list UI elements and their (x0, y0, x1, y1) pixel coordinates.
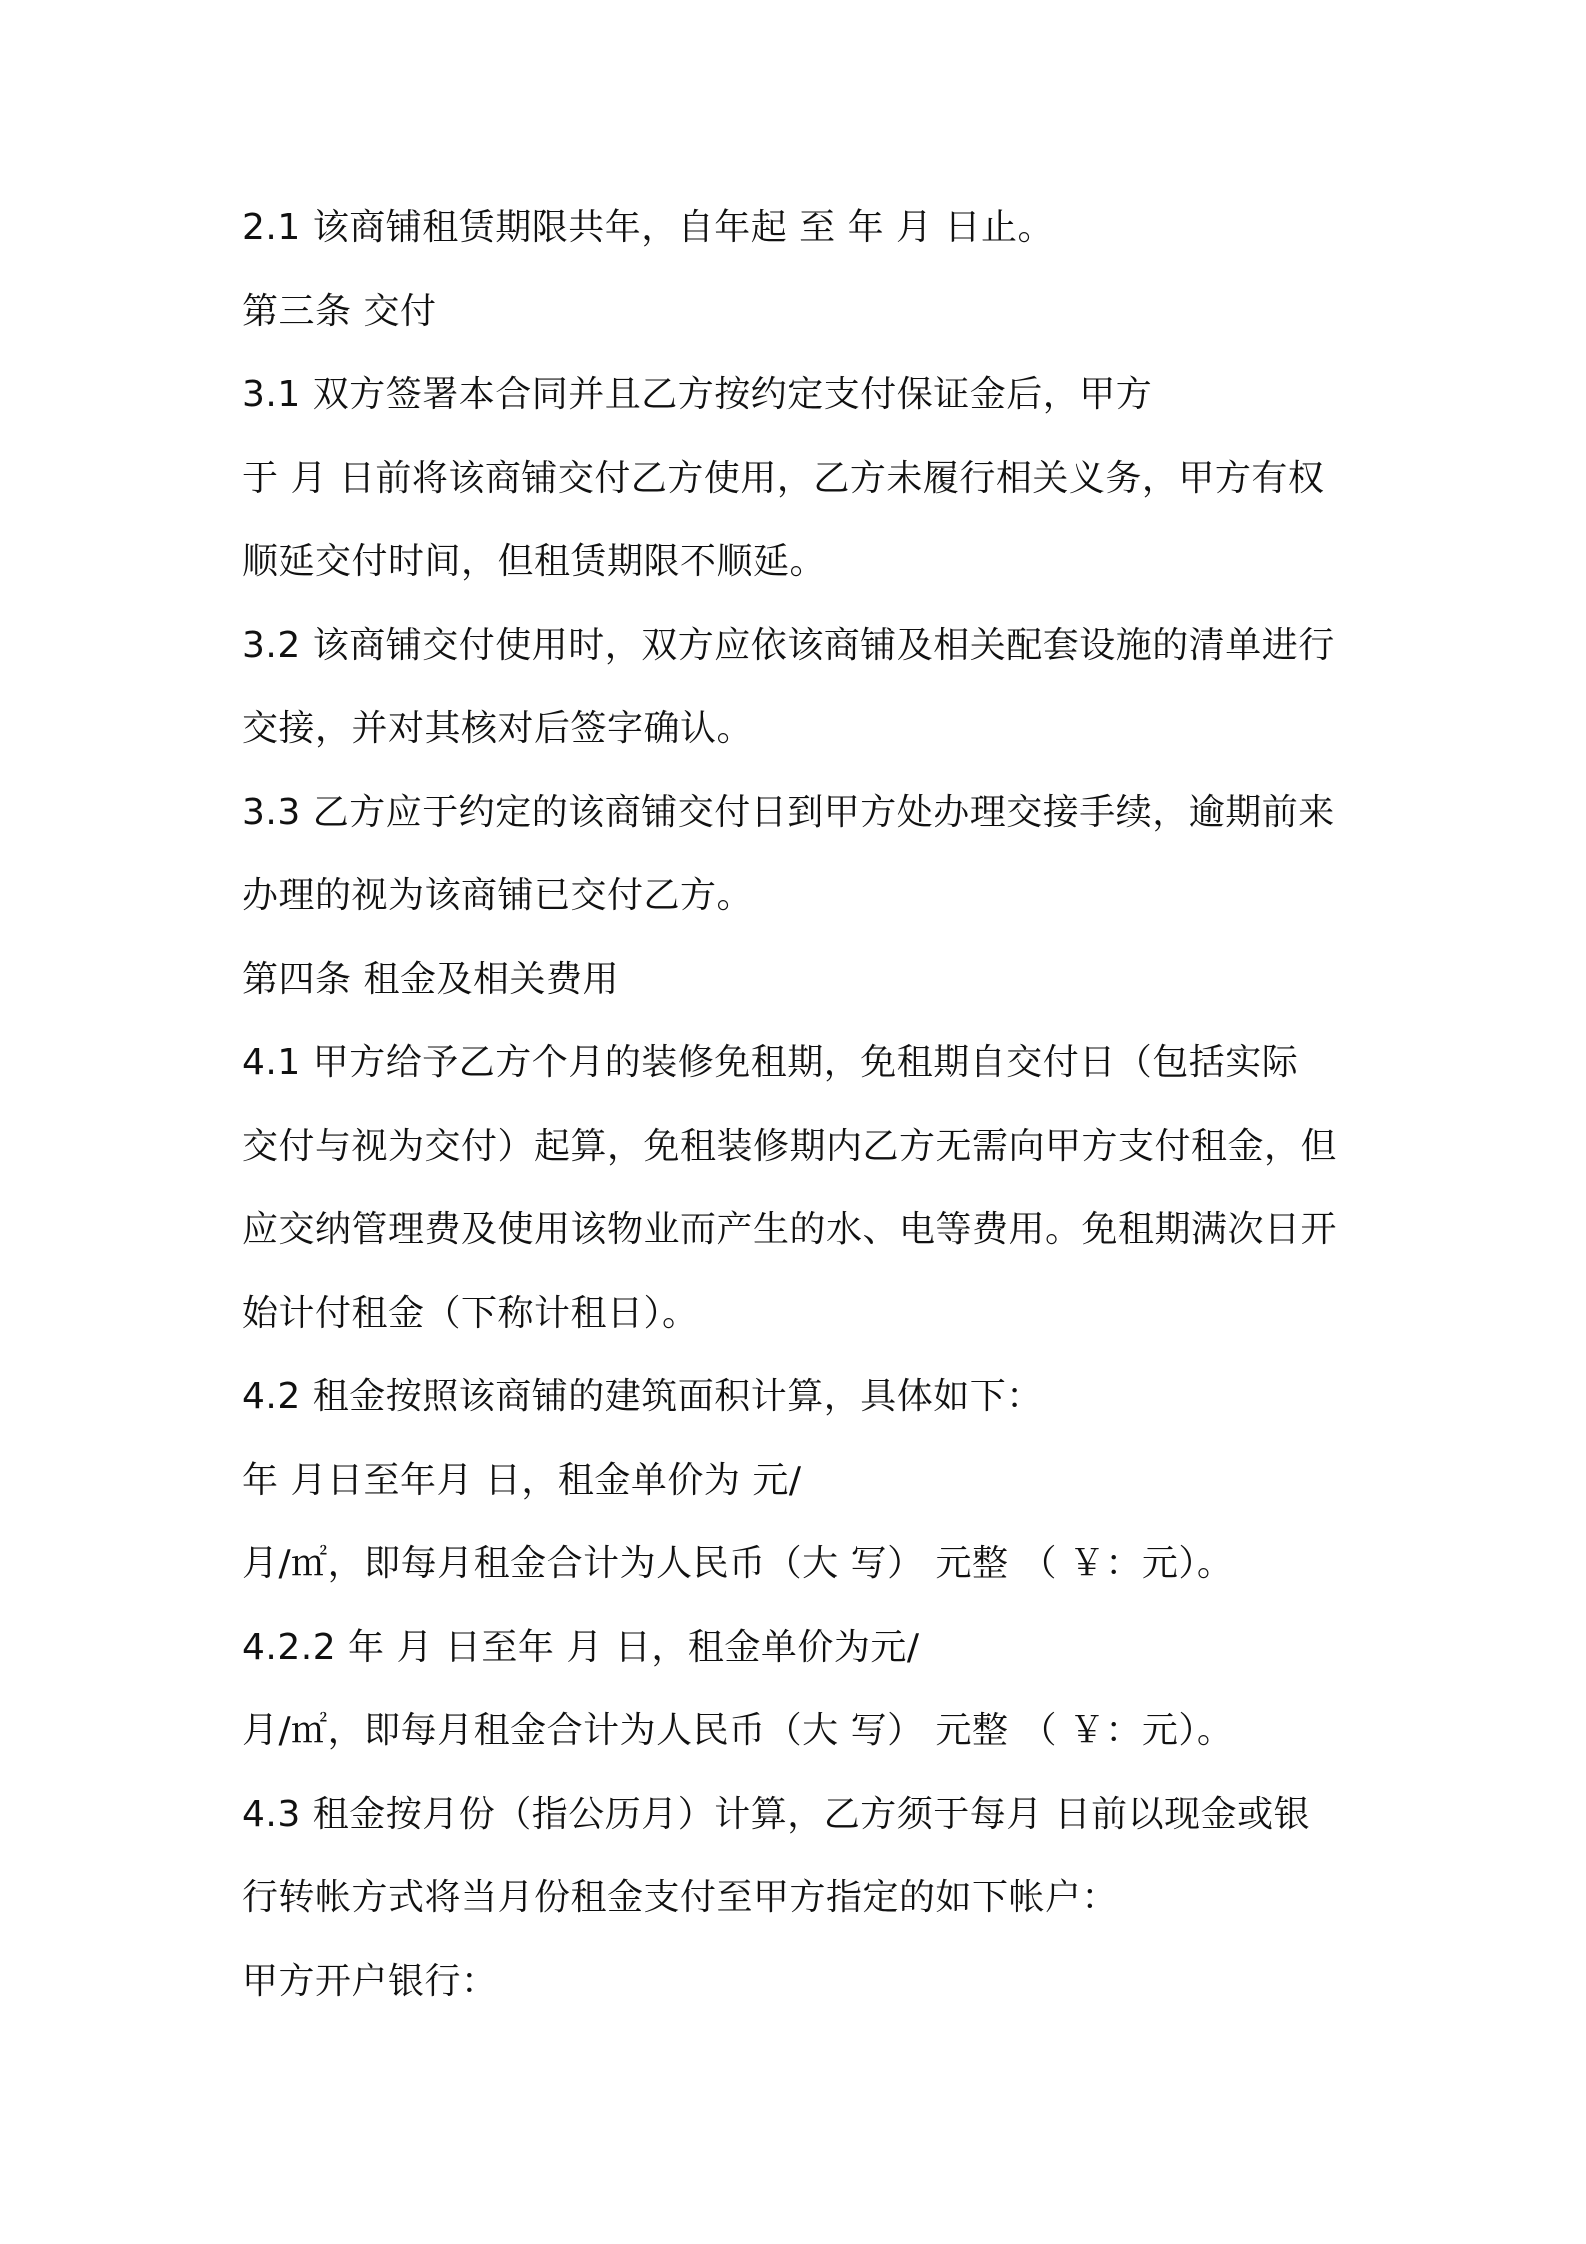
clause-4-3-line-2: 行转帐方式将当月份租金支付至甲方指定的如下帐户： (242, 1877, 1119, 1918)
bank-account-label: 甲方开户银行： (242, 1960, 498, 2002)
clause-3-1-line-3: 顺延交付时间，但租赁期限不顺延。 (242, 541, 827, 582)
clause-3-3-line-1: 3.3 乙方应于约定的该商铺交付日到甲方处办理交接手续，逾期前来 (242, 791, 1335, 833)
clause-3-2-line-1: 3.2 该商铺交付使用时，双方应依该商铺及相关配套设施的清单进行 (242, 624, 1335, 666)
clause-4-1-line-4: 始计付租金（下称计租日）。 (242, 1292, 699, 1334)
article-3-heading: 第三条 交付 (242, 290, 437, 332)
clause-4-2-2-line-2: 月/㎡，即每月租金合计为人民币（大 写） 元整 （ ￥：元）。 (242, 1710, 1234, 1751)
clause-4-1-line-3: 应交纳管理费及使用该物业而产生的水、电等费用。免租期满次日开 (242, 1209, 1338, 1250)
clause-4-2-1-line-2: 月/㎡，即每月租金合计为人民币（大 写） 元整 （ ￥：元）。 (242, 1543, 1234, 1584)
clause-3-3-line-2: 办理的视为该商铺已交付乙方。 (242, 875, 754, 916)
clause-4-1-line-1: 4.1 甲方给予乙方个月的装修免租期，免租期自交付日（包括实际 (242, 1042, 1299, 1083)
clause-3-1-line-1: 3.1 双方签署本合同并且乙方按约定支付保证金后，甲方 (242, 374, 1153, 415)
clause-4-3-line-1: 4.3 租金按月份（指公历月）计算，乙方须于每月 日前以现金或银 (242, 1793, 1311, 1835)
clause-4-2-line-1: 4.2 租金按照该商铺的建筑面积计算，具体如下： (242, 1376, 1043, 1417)
clause-3-1-line-2: 于 月 日前将该商铺交付乙方使用，乙方未履行相关义务，甲方有权 (242, 457, 1325, 499)
clause-2-1: 2.1 该商铺租赁期限共年，自年起 至 年 月 日止。 (242, 207, 1054, 248)
article-4-heading: 第四条 租金及相关费用 (242, 958, 619, 1000)
clause-4-1-line-2: 交付与视为交付）起算，免租装修期内乙方无需向甲方支付租金，但 (242, 1125, 1338, 1167)
contract-text (242, 196, 1362, 2033)
clause-3-2-line-2: 交接，并对其核对后签字确认。 (242, 708, 754, 749)
clause-4-2-1-line-1: 年 月日至年月 日，租金单价为 元/ (242, 1459, 802, 1501)
clause-4-2-2-line-1: 4.2.2 年 月 日至年 月 日，租金单价为元/ (242, 1626, 920, 1668)
